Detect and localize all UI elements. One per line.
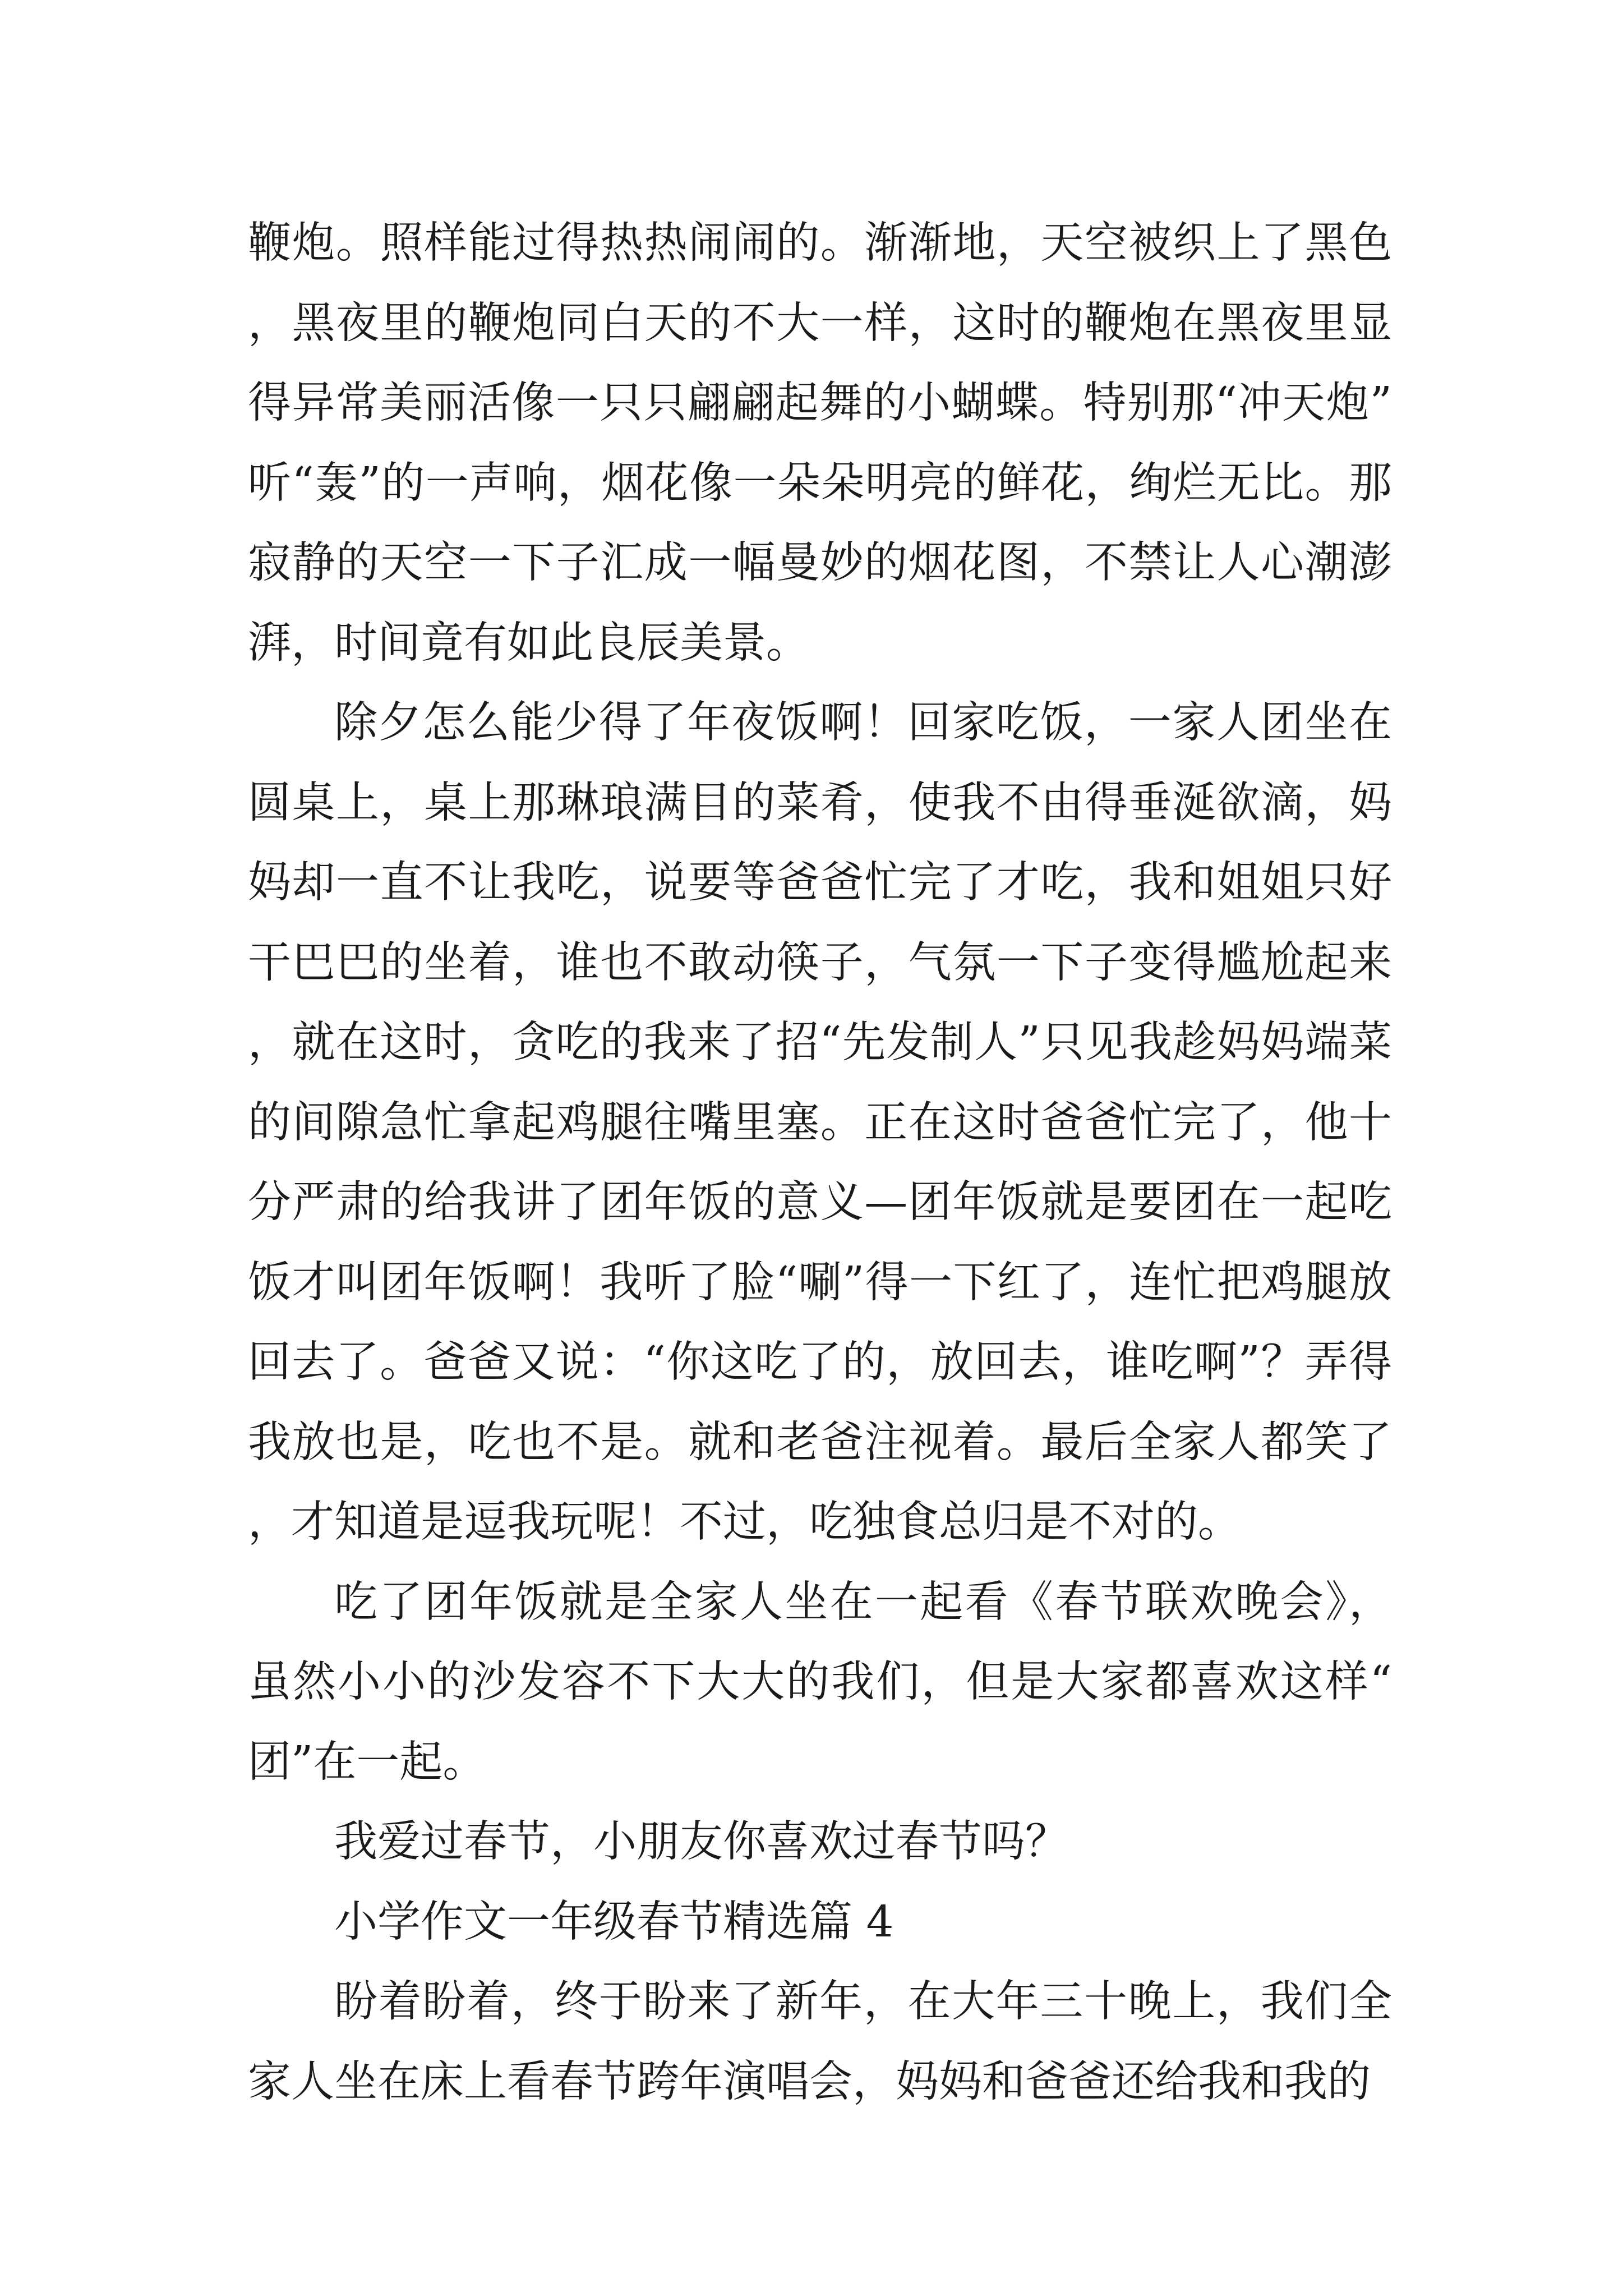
paragraph-1: 鞭炮。照样能过得热热闹闹的。渐渐地，天空被织上了黑色，黑夜里的鞭炮同白天的不大一样，这时的鞭炮在黑夜里显得异常美丽活像一只只翩翩起舞的小蝴蝶。特别那“冲天炮”听“轰”的一声响，烟花像一朵朵明亮的鲜花，绚烂无比。那寂静的天空一下子汇成一幅曼妙的烟花图，不禁让人心潮澎湃，时间竟有如此良辰美景。 (248, 218, 1392, 668)
paragraph-4: 我爱过春节，小朋友你喜欢过春节吗？ (334, 1817, 1068, 1867)
document-body (248, 204, 1392, 2122)
paragraph-3: 吃了团年饭就是全家人坐在一起看《春节联欢晚会》，虽然小小的沙发容不下大大的我们，但是大家都喜欢这样“团”在一起。 (248, 1577, 1392, 1787)
paragraph-5: 盼着盼着，终于盼来了新年，在大年三十晚上，我们全家人坐在床上看春节跨年演唱会，妈妈和爸爸还给我和我的 (248, 1977, 1392, 2107)
paragraph-2: 除夕怎么能少得了年夜饭啊！回家吃饭，一家人团坐在圆桌上，桌上那琳琅满目的菜肴，使我不由得垂涎欲滴，妈妈却一直不让我吃，说要等爸爸忙完了才吃，我和姐姐只好干巴巴的坐着，谁也不敢动筷子，气氛一下子变得尴尬起来，就在这时，贪吃的我来了招“先发制人”只见我趁妈妈端菜的间隙急忙拿起鸡腿往嘴里塞。正在这时爸爸忙完了，他十分严肃的给我讲了团年饭的意义—团年饭就是要团在一起吃饭才叫团年饭啊！我听了脸“唰”得一下红了，连忙把鸡腿放回去了。爸爸又说：“你这吃了的，放回去，谁吃啊”？弄得我放也是，吃也不是。就和老爸注视着。最后全家人都笑了，才知道是逗我玩呢！不过，吃独食总归是不对的。 (248, 698, 1392, 1547)
section-heading: 小学作文一年级春节精选篇 4 (334, 1897, 894, 1947)
